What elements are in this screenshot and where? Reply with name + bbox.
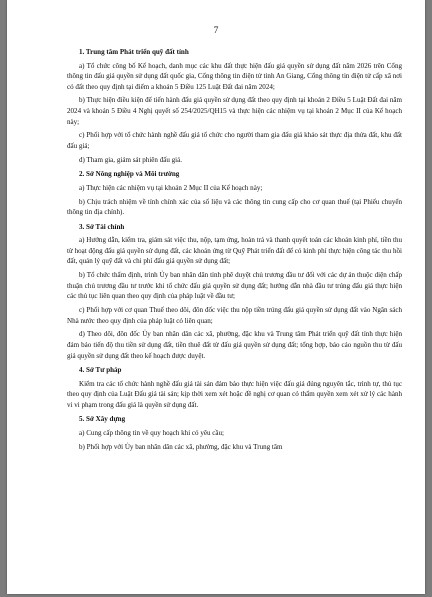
document-body (67, 43, 402, 455)
page-number: 7 (213, 26, 219, 36)
paragraph: d) Tham gia, giám sát phiên đấu giá. (79, 155, 183, 164)
paragraph: a) Hướng dẫn, kiểm tra, giám sát việc thu, nộp, tạm ứng, hoàn trả và thanh quyết toán các khoản kinh phí, tiền thu từ hoạt động đấu giá quyền sử dụng đất, các khoản ứng từ Quỹ Phát triển đất để có kinh phí thực hiện công tác thu hồi đất, quản lý quỹ đất và chi phí đấu giá quyền sử dụng đất; (67, 236, 402, 266)
paragraph: b) Tổ chức thẩm định, trình Ủy ban nhân dân tỉnh phê duyệt chủ trương đầu tư đối với các dự án thuộc diện chấp thuận chủ trương đầu tư trước khi tổ chức đấu giá quyền sử dụng đất; hướng dẫn nhà đầu tư trúng đấu giá thực hiện các thủ tục liên quan theo quy định của pháp luật về đầu tư; (67, 271, 402, 301)
paragraph: Kiểm tra các tổ chức hành nghề đấu giá tài sản đảm bảo thực hiện việc đấu giá đúng nguyên tắc, trình tự, thủ tục theo quy định của Luật Đấu giá tài sản; kịp thời xem xét hoặc đề nghị cơ quan có thẩm quyền xem xét xử lý các hành vi vi phạm trong đấu giá là quyền sử dụng đất. (67, 379, 402, 409)
paragraph: a) Thực hiện các nhiệm vụ tại khoản 2 Mục II của Kế hoạch này; (79, 183, 263, 192)
section-heading: 2. Sở Nông nghiệp và Môi trường (79, 170, 180, 179)
paragraph: c) Phối hợp với tổ chức hành nghề đấu giá tổ chức cho người tham gia đấu giá khảo sát thực địa thửa đất, khu đất đấu giá; (67, 131, 402, 150)
paragraph: c) Phối hợp với cơ quan Thuế theo dõi, đôn đốc việc thu nộp tiền trúng đấu giá quyền sử dụng đất vào Ngân sách Nhà nước theo quy định của pháp luật có liên quan; (67, 306, 402, 325)
section-heading: 5. Sở Xây dựng (79, 415, 126, 424)
paragraph: b) Thực hiện điều kiện để tiến hành đấu giá quyền sử dụng đất theo quy định tại khoản 2 Điều 5 Luật Đất đai năm 2024 và khoản 5 Điều 4 Nghị quyết số 254/2025/QH15 và thực hiện các nhiệm vụ tại khoản 2 Mục II của Kế hoạch này; (67, 96, 402, 126)
paragraph: d) Theo dõi, đôn đốc Ủy ban nhân dân các xã, phường, đặc khu và Trung tâm Phát triển quỹ đất tỉnh thực hiện đảm bảo tiến độ thu tiền sử dụng đất, tiền thuê đất từ đấu giá quyền sử dụng đất; tổng hợp, báo cáo nguồn thu từ đấu giá quyền sử dụng đất theo kế hoạch được duyệt. (67, 330, 402, 360)
section-heading: 1. Trung tâm Phát triển quỹ đất tỉnh (79, 48, 189, 56)
paragraph: a) Cung cấp thông tin về quy hoạch khi có yêu cầu; (79, 429, 225, 438)
paragraph: b) Chịu trách nhiệm về tính chính xác của số liệu và các thông tin cung cấp cho cơ quan thuế (tại Phiếu chuyển thông tin địa chính). (67, 197, 402, 217)
paragraph: b) Phối hợp với Ủy ban nhân dân các xã, phường, đặc khu và Trung tâm (79, 442, 283, 451)
section-heading: 4. Sở Tư pháp (79, 366, 122, 375)
paragraph: a) Tổ chức công bố Kế hoạch, danh mục các khu đất thực hiện đấu giá quyền sử dụng đất năm 2026 trên Cổng thông tin đấu giá quyền sử dụng đất quốc gia, Cổng thông tin điện tử tỉnh An Giang, Cổng thông tin điện tử cấp xã nơi có đất theo quy định tại điểm a khoản 5 Điều 125 Luật Đất đai năm 2024; (67, 61, 402, 91)
section-heading: 3. Sở Tài chính (79, 222, 125, 231)
document-page (7, 0, 425, 594)
